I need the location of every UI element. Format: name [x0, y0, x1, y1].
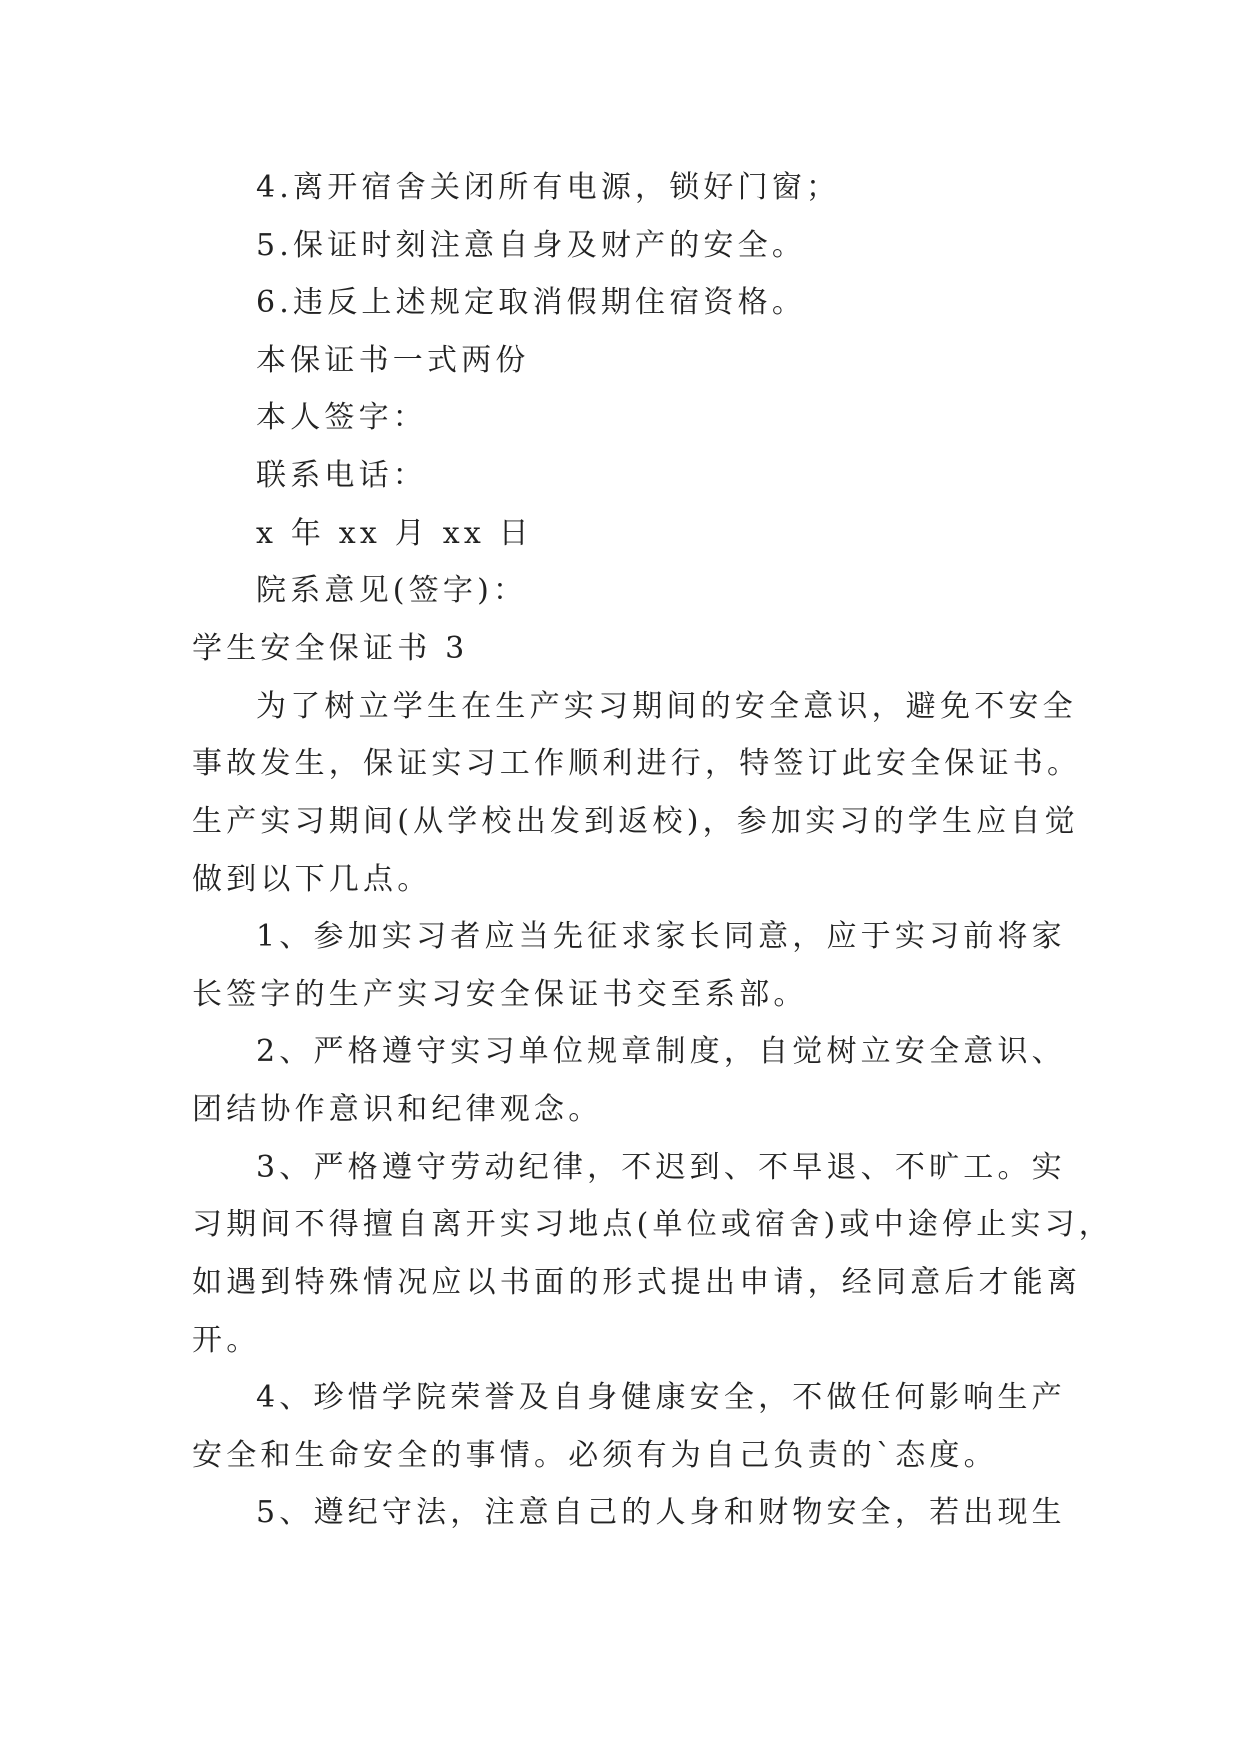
paragraph-line: 1、参加实习者应当先征求家长同意，应于实习前将家 [256, 919, 1066, 954]
date-line: x 年 xx 月 xx 日 [256, 516, 533, 551]
paragraph-line: 2、严格遵守实习单位规章制度，自觉树立安全意识、 [256, 1034, 1066, 1069]
section-title: 学生安全保证书 3 [192, 631, 469, 666]
paragraph-line: 事故发生，保证实习工作顺利进行，特签订此安全保证书。 [192, 746, 1082, 781]
paragraph-line: 开。 [192, 1323, 261, 1358]
paragraph-line: 习期间不得擅自离开实习地点(单位或宿舍)或中途停止实习， [192, 1207, 1114, 1242]
paragraph-line: 安全和生命安全的事情。必须有为自己负责的`态度。 [192, 1438, 998, 1473]
signature-label: 本人签字： [256, 400, 427, 435]
phone-label: 联系电话： [256, 458, 427, 493]
paragraph-line: 4、珍惜学院荣誉及自身健康安全，不做任何影响生产 [256, 1380, 1066, 1415]
paragraph-line: 5、遵纪守法，注意自己的人身和财物安全，若出现生 [256, 1495, 1066, 1530]
paragraph-line: 做到以下几点。 [192, 862, 432, 897]
rule-item-4: 4.离开宿舍关闭所有电源，锁好门窗； [256, 170, 841, 205]
copies-note: 本保证书一式两份 [256, 343, 530, 378]
paragraph-line: 3、严格遵守劳动纪律，不迟到、不早退、不旷工。实 [256, 1150, 1066, 1185]
department-opinion-label: 院系意见(签字)： [256, 573, 528, 608]
paragraph-line: 团结协作意识和纪律观念。 [192, 1092, 603, 1127]
paragraph-line: 长签字的生产实习安全保证书交至系部。 [192, 977, 808, 1012]
paragraph-line: 如遇到特殊情况应以书面的形式提出申请，经同意后才能离 [192, 1265, 1082, 1300]
rule-item-5: 5.保证时刻注意自身及财产的安全。 [256, 228, 807, 263]
rule-item-6: 6.违反上述规定取消假期住宿资格。 [256, 285, 807, 320]
paragraph-line: 为了树立学生在生产实习期间的安全意识，避免不安全 [256, 689, 1077, 724]
paragraph-line: 生产实习期间(从学校出发到返校)，参加实习的学生应自觉 [192, 804, 1079, 839]
